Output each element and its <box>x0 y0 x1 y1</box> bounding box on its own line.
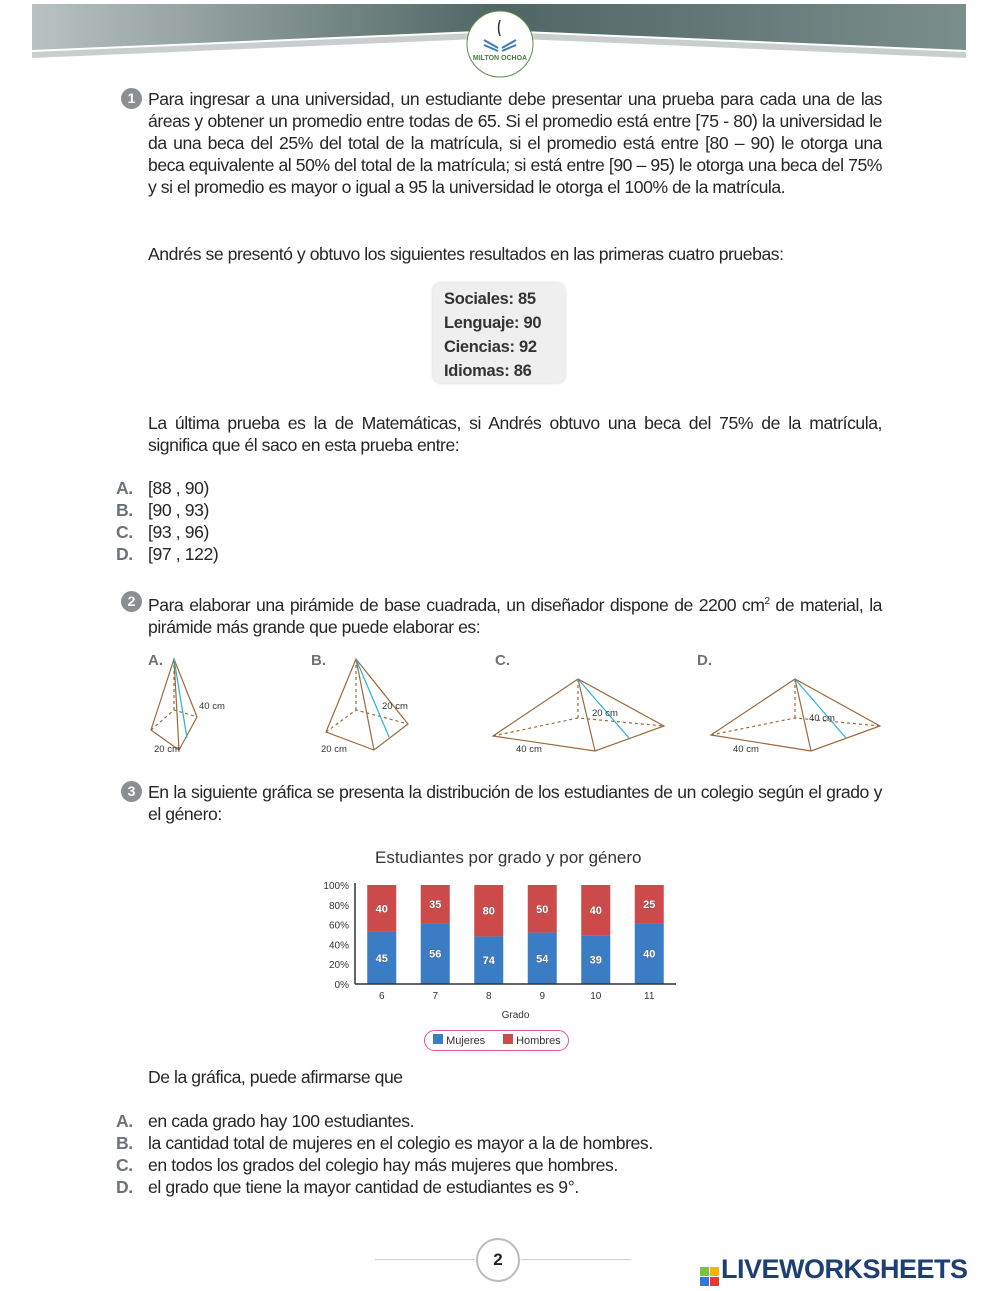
bar-label-hombres: 50 <box>536 903 549 916</box>
q2-option-a-label[interactable]: A. <box>148 652 163 669</box>
option-letter: B. <box>116 500 133 520</box>
score-ciencias: Ciencias: 92 <box>444 338 537 356</box>
x-tick-label: 9 <box>539 991 546 1002</box>
bar-label-mujeres: 54 <box>536 953 549 966</box>
svg-text:MILTON OCHOA: MILTON OCHOA <box>472 55 528 62</box>
q1-option-a[interactable] <box>116 477 209 499</box>
legend-swatch <box>433 1034 443 1044</box>
option-letter: A. <box>116 1111 133 1131</box>
q2-superscript: 2 <box>764 596 770 607</box>
dim-base-c: 40 cm <box>516 744 542 755</box>
dim-base-a: 20 cm <box>154 744 180 755</box>
scores-box <box>433 283 565 383</box>
option-text: [97 , 122) <box>148 544 219 564</box>
question-number-1: 1 <box>121 88 142 109</box>
pyramid-figures <box>0 640 1000 760</box>
logo <box>467 11 533 77</box>
bar-label-mujeres: 45 <box>375 952 388 965</box>
dim-base-b: 20 cm <box>321 744 347 755</box>
option-letter: C. <box>116 1155 133 1175</box>
header-banner <box>0 0 1000 80</box>
q2-option-d-label[interactable]: D. <box>697 652 712 669</box>
q3-option-d[interactable] <box>116 1176 579 1198</box>
question-1-intro: Andrés se presentó y obtuvo los siguientes resultados en las primeras cuatro pruebas: <box>148 244 784 264</box>
bar-label-mujeres: 39 <box>589 954 602 967</box>
legend-label: Hombres <box>516 1035 561 1047</box>
stacked-bar-chart <box>310 870 690 1030</box>
q1-option-b[interactable] <box>116 499 209 521</box>
bar-label-hombres: 40 <box>375 903 388 916</box>
question-number-2: 2 <box>121 591 142 612</box>
question-3-prompt: De la gráfica, puede afirmarse que <box>148 1067 403 1087</box>
score-idiomas: Idiomas: 86 <box>444 362 532 380</box>
dim-base-d: 40 cm <box>733 744 759 755</box>
pyramid-c[interactable] <box>493 679 664 751</box>
option-text: [90 , 93) <box>148 500 209 520</box>
question-1-prompt: La última prueba es la de Matemáticas, si Andrés obtuvo una beca del 75% de la matrícula, significa que él saco en esta prueba entre: <box>148 413 882 455</box>
dim-height-b: 20 cm <box>382 701 408 712</box>
q3-option-c[interactable] <box>116 1154 618 1176</box>
q1-option-c[interactable] <box>116 521 209 543</box>
option-text: el grado que tiene la mayor cantidad de estudiantes es 9°. <box>148 1177 579 1197</box>
y-tick-label: 80% <box>328 900 349 912</box>
option-text: en todos los grados del colegio hay más mujeres que hombres. <box>148 1155 618 1175</box>
question-2-text <box>148 591 882 638</box>
legend-item-hombres <box>503 1034 561 1047</box>
q1-option-d[interactable] <box>116 543 218 565</box>
footer-rule-left <box>375 1259 475 1260</box>
dim-height-c: 20 cm <box>592 708 618 719</box>
q2-text-part: Para elaborar una pirámide de base cuadrada, un diseñador dispone de 2200 cm <box>148 594 765 615</box>
score-lenguaje: Lenguaje: 90 <box>444 314 542 332</box>
q2-option-c-label[interactable]: C. <box>495 652 510 669</box>
legend-swatch <box>503 1034 513 1044</box>
bar-label-hombres: 25 <box>643 899 656 912</box>
y-tick-label: 100% <box>323 881 349 892</box>
bar-label-mujeres: 40 <box>643 948 656 961</box>
question-1-text: Para ingresar a una universidad, un estudiante debe presentar una prueba para cada una de las áreas y obtener un promedio entre todas de 65. Si el promedio está entre [75 - 80) la universidad le da una beca del 25% del total de la matrícula, si el promedio está entre [80 – 90) le otorga una beca equivalente al 50% del total de la matrícula; si está entre [90 – 95) le otorga una beca del 75% y si el promedio es mayor o igual a 95 la universidad le otorga el 100% de la matrícula. <box>148 89 882 197</box>
x-axis-label: Grado <box>501 1010 530 1021</box>
liveworksheets-logo <box>700 1254 968 1286</box>
chart-title: Estudiantes por grado y por género <box>375 848 642 867</box>
y-tick-label: 60% <box>328 920 349 932</box>
option-letter: C. <box>116 522 133 542</box>
option-letter: B. <box>116 1133 133 1153</box>
x-tick-label: 7 <box>432 991 439 1002</box>
q3-option-b[interactable] <box>116 1132 653 1154</box>
option-letter: A. <box>116 478 133 498</box>
bar-label-hombres: 80 <box>482 905 495 918</box>
y-tick-label: 20% <box>328 960 349 972</box>
dim-height-a: 40 cm <box>199 701 225 712</box>
question-number-3: 3 <box>121 781 142 802</box>
bar-label-hombres: 40 <box>589 905 602 918</box>
x-tick-label: 11 <box>644 991 655 1002</box>
q2-text-part: de material, la pirámide más grande que puede elaborar es: <box>148 594 882 637</box>
q3-option-a[interactable] <box>116 1110 414 1132</box>
brand-text: LIVEWORKSHEETS <box>721 1254 968 1284</box>
q2-option-b-label[interactable]: B. <box>311 652 326 669</box>
bar-label-mujeres: 74 <box>482 955 495 968</box>
option-text: [88 , 90) <box>148 478 209 498</box>
option-letter: D. <box>116 1177 133 1197</box>
dim-height-d: 40 cm <box>809 713 835 724</box>
question-3-text: En la siguiente gráfica se presenta la distribución de los estudiantes de un colegio según el grado y el género: <box>148 782 882 824</box>
bar-label-mujeres: 56 <box>429 948 442 961</box>
bar-label-hombres: 35 <box>429 899 442 912</box>
chart-legend <box>424 1030 569 1051</box>
score-sociales: Sociales: 85 <box>444 290 536 308</box>
option-letter: D. <box>116 544 133 564</box>
x-tick-label: 6 <box>378 991 385 1002</box>
footer-rule-right <box>521 1259 631 1260</box>
x-tick-label: 10 <box>590 991 602 1002</box>
option-text: en cada grado hay 100 estudiantes. <box>148 1111 415 1131</box>
y-tick-label: 0% <box>334 980 349 991</box>
x-tick-label: 8 <box>485 991 492 1002</box>
page-number: 2 <box>476 1238 520 1282</box>
y-tick-label: 40% <box>328 940 349 952</box>
pyramid-a[interactable] <box>151 659 197 750</box>
legend-item-mujeres <box>433 1034 485 1047</box>
pyramid-d[interactable] <box>711 679 880 751</box>
option-text: la cantidad total de mujeres en el colegio es mayor a la de hombres. <box>148 1133 653 1153</box>
live-badge-icon <box>700 1267 719 1286</box>
legend-label: Mujeres <box>446 1035 486 1047</box>
option-text: [93 , 96) <box>148 522 209 542</box>
